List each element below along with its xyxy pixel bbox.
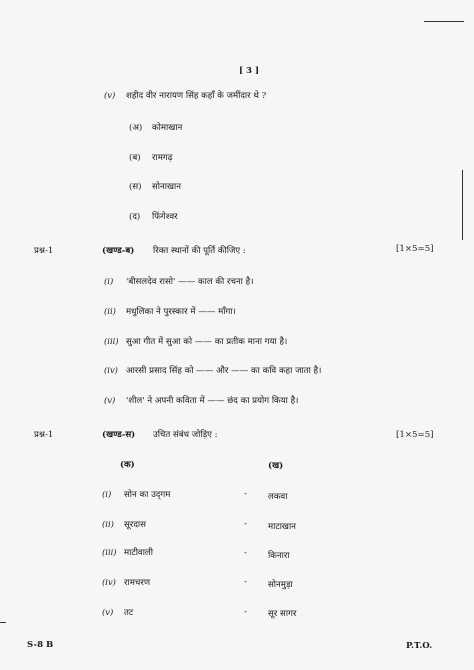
separator: - bbox=[244, 607, 247, 617]
question-label: प्रश्न-1 bbox=[34, 246, 54, 256]
page-number: [ 3 ] bbox=[239, 66, 260, 76]
separator: - bbox=[244, 548, 247, 558]
column-b-header: (ख) bbox=[268, 461, 284, 471]
option-text: रामगढ़ bbox=[152, 153, 173, 163]
section-label: (खण्ड-स) bbox=[102, 430, 136, 440]
item-number: (iii) bbox=[104, 336, 119, 346]
question-label: प्रश्न-1 bbox=[34, 430, 54, 440]
pto-label: P.T.O. bbox=[406, 641, 433, 651]
mcq-text: शहीद वीर नारायण सिंह कहाँ के जमींदार थे ? bbox=[126, 91, 267, 101]
option-label: (स) bbox=[129, 182, 142, 192]
right-item: सोनमुड़ा bbox=[268, 580, 293, 590]
option-text: सोनाखान bbox=[152, 182, 182, 192]
paper-code: S-8 B bbox=[27, 640, 54, 650]
row-number: (ii) bbox=[102, 519, 114, 529]
item-number: (v) bbox=[104, 395, 116, 405]
option-label: (ब) bbox=[129, 153, 141, 163]
right-edge-mark bbox=[462, 170, 463, 240]
item-text: 'शील' ने अपनी कविता में —— छंद का प्रयोग किया है। bbox=[126, 396, 299, 406]
item-number: (iv) bbox=[104, 365, 118, 375]
right-item: किनारा bbox=[268, 551, 290, 561]
left-item: सोन का उद्‌गम bbox=[124, 490, 171, 500]
row-number: (v) bbox=[102, 607, 114, 617]
section-instruction: रिक्त स्थानों की पूर्ति कीजिए : bbox=[153, 246, 246, 256]
option-label: (अ) bbox=[129, 123, 143, 133]
left-item: रामचरण bbox=[124, 578, 151, 588]
item-text: सुआ गीत में सुआ को —— का प्रतीक माना गया है। bbox=[126, 337, 288, 347]
separator: - bbox=[244, 519, 247, 529]
section-label: (खण्ड-ब) bbox=[102, 246, 135, 256]
separator: - bbox=[244, 489, 247, 499]
item-number: (ii) bbox=[104, 306, 116, 316]
footer-left-mark bbox=[0, 622, 6, 623]
row-number: (i) bbox=[102, 489, 112, 499]
separator: - bbox=[244, 577, 247, 587]
option-label: (द) bbox=[129, 212, 141, 222]
right-item: माटाखान bbox=[268, 522, 296, 532]
column-a-header: (क) bbox=[120, 460, 135, 470]
section-instruction: उचित संबंध जोड़िए : bbox=[153, 430, 218, 440]
left-item: सूरदास bbox=[124, 520, 146, 530]
option-text: कोमाखान bbox=[152, 123, 183, 133]
row-number: (iii) bbox=[102, 547, 117, 557]
item-text: 'बीसलदेव रासो' —— काल की रचना है। bbox=[126, 277, 254, 287]
item-text: मधुलिका ने पुरस्कार में —— माँगा। bbox=[126, 307, 236, 317]
left-item: माटीवाली bbox=[124, 548, 153, 558]
item-number: (i) bbox=[104, 276, 114, 286]
marks: [1×5=5] bbox=[396, 430, 434, 440]
right-item: सूर सागर bbox=[268, 609, 297, 619]
marks: [1×5=5] bbox=[396, 244, 434, 254]
option-text: फिंगेश्वर bbox=[152, 212, 178, 222]
row-number: (iv) bbox=[102, 577, 116, 587]
item-text: आरसी प्रसाद सिंह को —— और —— का कवि कहा जाता है। bbox=[126, 366, 322, 376]
right-item: लकवा bbox=[268, 492, 288, 502]
mcq-number: (v) bbox=[104, 90, 116, 100]
top-right-rule bbox=[424, 21, 464, 22]
left-item: तट bbox=[124, 608, 134, 618]
